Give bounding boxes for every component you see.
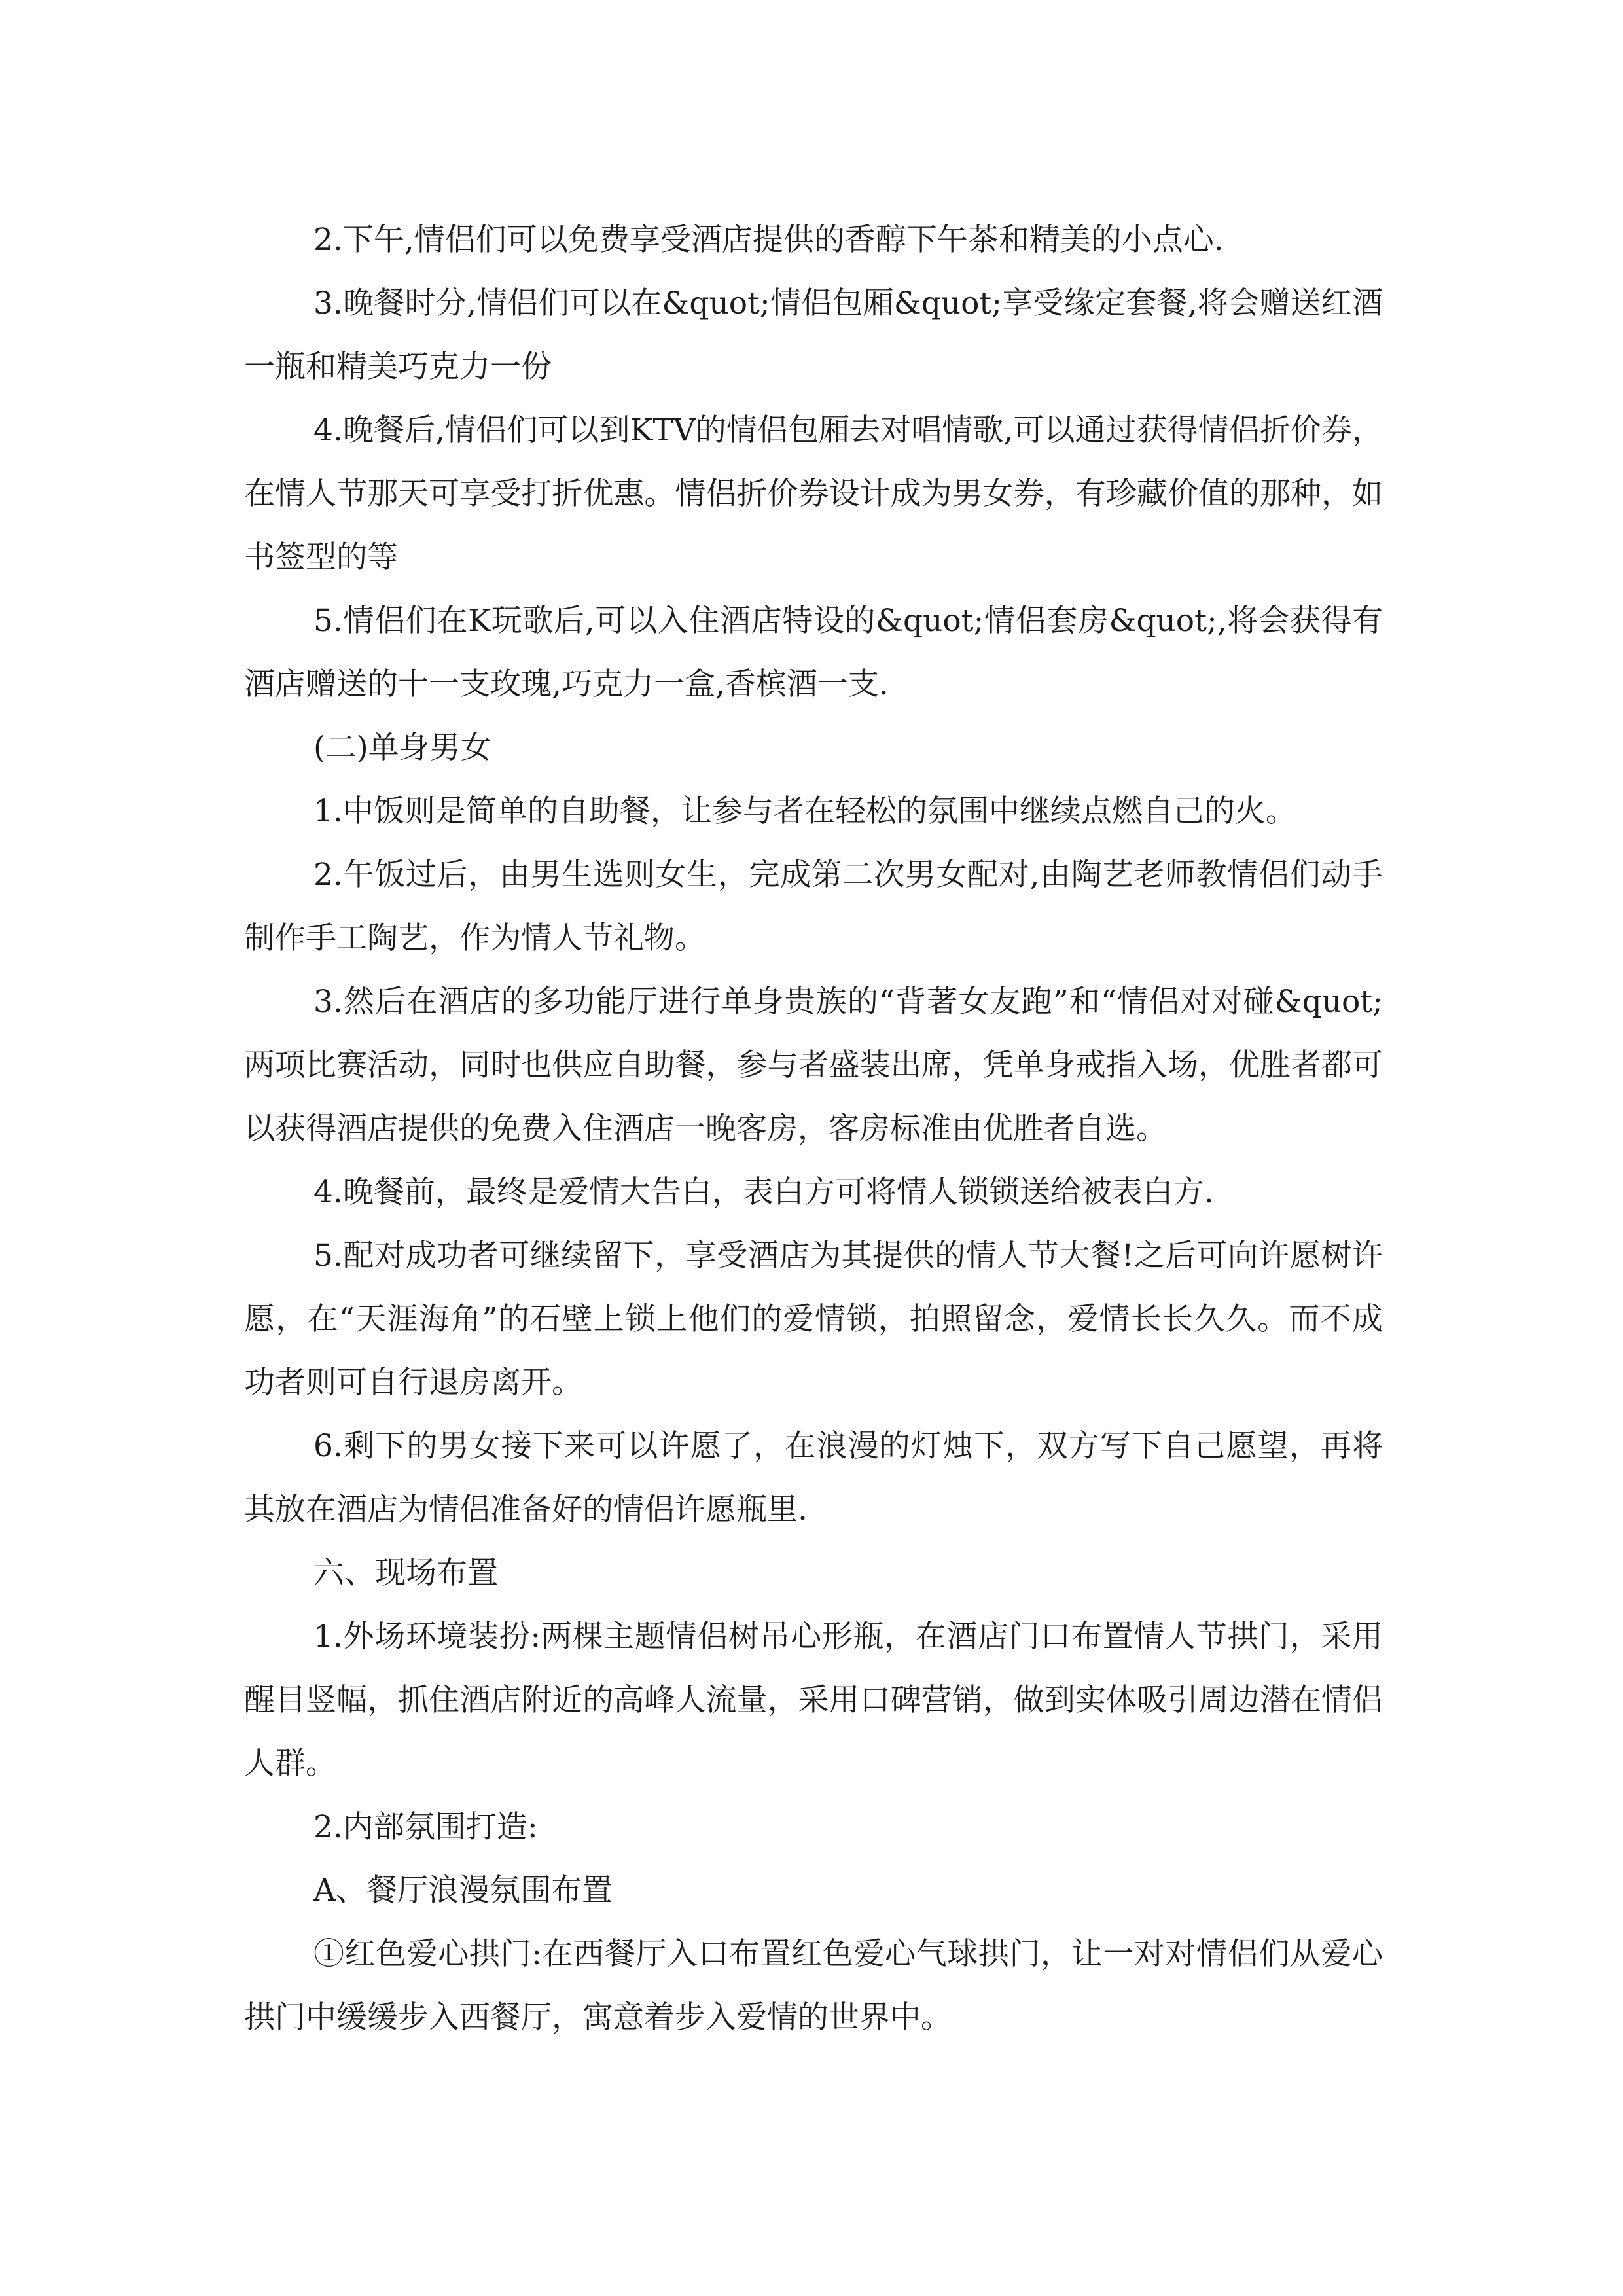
- section-heading-singles: (二)单身男女: [313, 730, 491, 766]
- paragraph-wishing-bottle: 6.剩下的男女接下来可以许愿了，在浪漫的灯烛下，双方写下自己愿望，再将其放在酒店为情侣准备好的情侣许愿瓶里.: [244, 1428, 1383, 1528]
- paragraph-competition: 3.然后在酒店的多功能厅进行单身贵族的“背著女友跑”和“情侣对对碰&quot;两项比赛活动，同时也供应自助餐，参与者盛装出席，凭单身戒指入场，优胜者都可以获得酒店提供的免费入住酒店一晚客房，客房标准由优胜者自选。: [244, 984, 1383, 1147]
- subheading-restaurant-decoration: A、餐厅浪漫氛围布置: [313, 1873, 613, 1909]
- paragraph-confession: 4.晚餐前，最终是爱情大告白，表白方可将情人锁锁送给被表白方.: [313, 1174, 1214, 1210]
- paragraph-couple-suite: 5.情侣们在K玩歌后,可以入住酒店特设的&quot;情侣套房&quot;,将会获得有酒店赠送的十一支玫瑰,巧克力一盒,香槟酒一支.: [244, 603, 1383, 702]
- section-heading-venue-setup: 六、现场布置: [313, 1555, 498, 1591]
- paragraph-ktv-coupon: 4.晚餐后,情侣们可以到KTV的情侣包厢去对唱情歌,可以通过获得情侣折价券，在情人节那天可享受打折优惠。情侣折价券设计成为男女券，有珍藏价值的那种，如书签型的等: [244, 412, 1383, 575]
- paragraph-buffet-lunch: 1.中饭则是简单的自助餐，让参与者在轻松的氛围中继续点燃自己的火。: [313, 793, 1296, 829]
- document-body: [244, 208, 1383, 2049]
- paragraph-afternoon-tea: 2.下午,情侣们可以免费享受酒店提供的香醇下午茶和精美的小点心.: [313, 222, 1224, 258]
- paragraph-exterior-decoration: 1.外场环境装扮:两棵主题情侣树吊心形瓶，在酒店门口布置情人节拱门，采用醒目竖幅，抓住酒店附近的高峰人流量，采用口碑营销，做到实体吸引周边潜在情侣人群。: [244, 1619, 1383, 1782]
- paragraph-interior-atmosphere: 2.内部氛围打造:: [313, 1809, 538, 1845]
- paragraph-pottery-pairing: 2.午饭过后，由男生选则女生，完成第二次男女配对,由陶艺老师教情侣们动手制作手工陶艺，作为情人节礼物。: [244, 857, 1383, 956]
- paragraph-heart-arch: ①红色爱心拱门:在西餐厅入口布置红色爱心气球拱门，让一对对情侣们从爱心拱门中缓缓步入西餐厅，寓意着步入爱情的世界中。: [244, 1936, 1383, 2036]
- paragraph-dinner-package: 3.晚餐时分,情侣们可以在&quot;情侣包厢&quot;享受缘定套餐,将会赠送红酒一瓶和精美巧克力一份: [244, 285, 1383, 385]
- paragraph-wishing-tree: 5.配对成功者可继续留下，享受酒店为其提供的情人节大餐!之后可向许愿树许愿，在“天涯海角”的石壁上锁上他们的爱情锁，拍照留念，爱情长长久久。而不成功者则可自行退房离开。: [244, 1238, 1383, 1401]
